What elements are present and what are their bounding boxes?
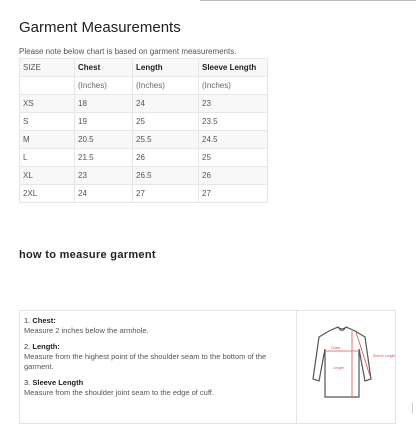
instruction-text: Measure 2 inches below the armhole. [24,326,149,335]
header-size: SIZE [20,59,75,77]
instruction-chest [24,316,289,336]
table-row [20,185,268,203]
instruction-number: 2. [24,342,31,351]
instruction-number: 1. [24,316,31,325]
table-cell: 18 [75,95,133,113]
guide-divider [296,311,297,423]
table-cell: 25 [199,149,268,167]
table-cell: 2XL [20,185,75,203]
table-header-row [20,59,268,77]
table-cell: 27 [133,185,199,203]
table-cell: 26.5 [133,167,199,185]
measurement-instructions [24,316,289,404]
table-cell: (Inches) [133,77,199,95]
table-cell: 25 [133,113,199,131]
table-cell: 26 [199,167,268,185]
table-row [20,149,268,167]
header-sleeve-length: Sleeve Length [199,59,268,77]
diagram-label-length: Length [333,366,344,370]
size-chart-table [19,58,268,203]
instruction-length [24,342,289,372]
instruction-title: Chest: [32,316,56,325]
table-cell: M [20,131,75,149]
instruction-number: 3. [24,378,31,387]
sweater-diagram-icon [307,323,396,405]
instruction-sleeve-length [24,378,289,398]
table-row [20,131,268,149]
table-row [20,113,268,131]
table-cell: 19 [75,113,133,131]
header-chest: Chest [75,59,133,77]
table-units-row [20,77,268,95]
table-cell: 24 [75,185,133,203]
instruction-text: Measure from the shoulder joint seam to the edge of cuff. [24,388,214,397]
table-cell: (Inches) [75,77,133,95]
table-cell: 25.5 [133,131,199,149]
table-cell: 23 [75,167,133,185]
table-row [20,95,268,113]
measurement-guide [19,310,396,424]
table-cell [20,77,75,95]
table-cell: 21.5 [75,149,133,167]
table-cell: (Inches) [199,77,268,95]
table-row [20,167,268,185]
instruction-title: Sleeve Length [32,378,84,387]
table-cell: S [20,113,75,131]
table-cell: 23.5 [199,113,268,131]
page-title: Garment Measurements [19,19,181,36]
table-cell: 20.5 [75,131,133,149]
diagram-label-chest: Chest [331,346,341,350]
table-cell: L [20,149,75,167]
top-divider [200,0,416,1]
table-cell: 23 [199,95,268,113]
how-to-measure-heading: how to measure garment [19,249,156,261]
table-cell: 24.5 [199,131,268,149]
chart-note: Please note below chart is based on garment measurements. [19,47,237,56]
table-cell: XS [20,95,75,113]
table-cell: 26 [133,149,199,167]
table-cell: 24 [133,95,199,113]
instruction-title: Length: [32,342,60,351]
table-cell: 27 [199,185,268,203]
instruction-text: Measure from the highest point of the shoulder seam to the bottom of the garment. [24,352,267,371]
table-cell: XL [20,167,75,185]
header-length: Length [133,59,199,77]
sweater-outline [313,327,371,397]
scroll-indicator: | [411,400,415,414]
diagram-label-sleeve: Sleeve Length [373,354,396,358]
